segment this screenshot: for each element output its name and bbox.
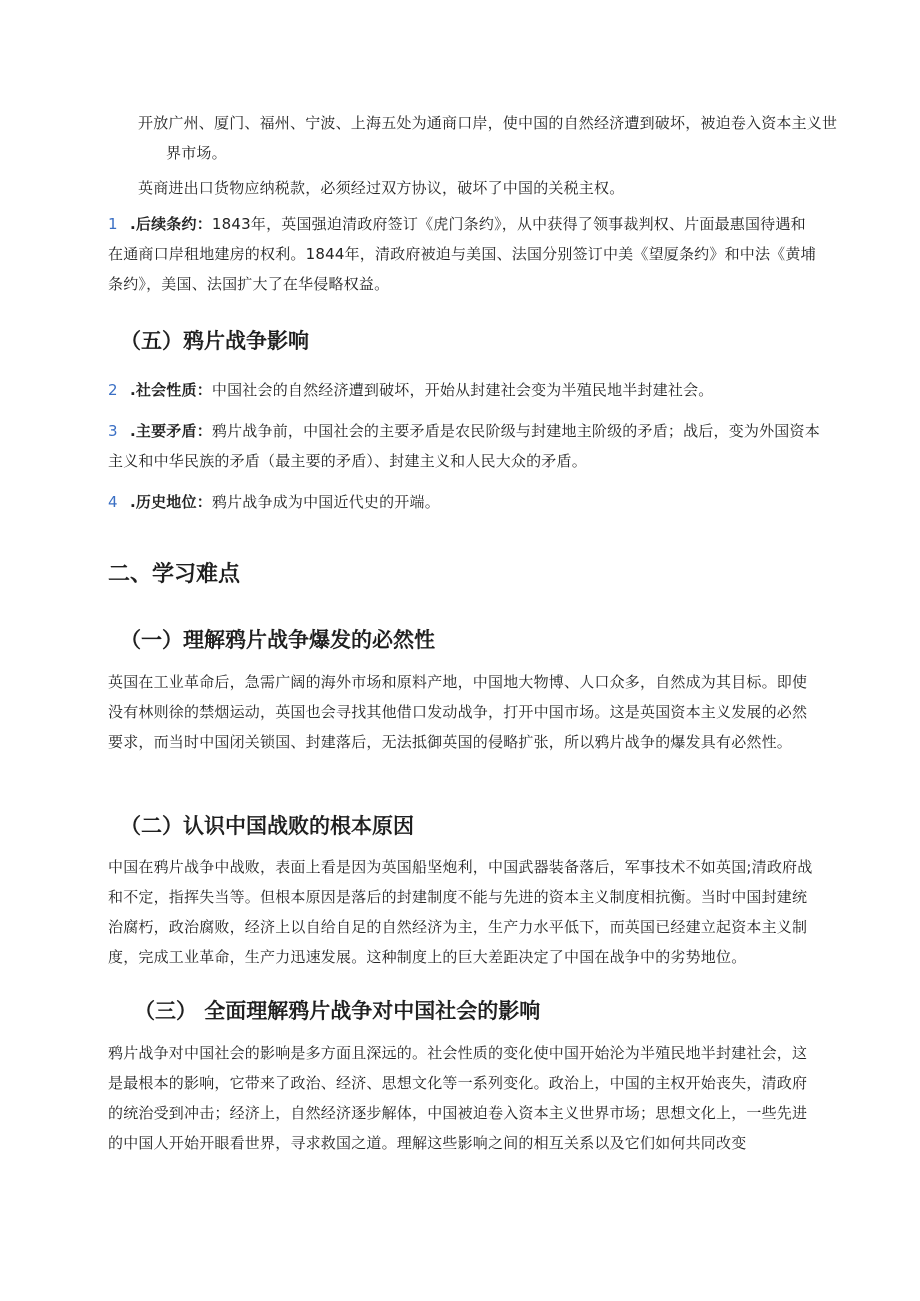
item-label: .社会性质：: [130, 381, 212, 399]
list-number: 4: [108, 493, 118, 511]
item-label: .历史地位：: [130, 493, 212, 511]
ports-text: 开放广州、厦门、福州、宁波、上海五处为通商口岸，使中国的自然经济遭到破坏，被迫卷入资本主义世界市场。: [138, 114, 838, 162]
list-number: 3: [108, 422, 118, 440]
paragraph-impact: 鸦片战争对中国社会的影响是多方面且深远的。社会性质的变化使中国开始沦为半殖民地半封建社会，这是最根本的影响，它带来了政治、经济、思想文化等一系列变化。政治上，中国的主权开始丧失，清政府的统治受到冲击；经济上，自然经济逐步解体，中国被迫卷入资本主义世界市场；思想文化上，一些先进的中国人开始开眼看世界，寻求救国之道。理解这些影响之间的相互关系以及它们如何共同改变: [108, 1044, 808, 1152]
section-heading-5: （五）鸦片战争影响: [120, 329, 309, 353]
tariff-text: 英商进出口货物应纳税款，必须经过双方协议，破坏了中国的关税主权。: [138, 179, 625, 197]
list-item-main-contradiction: [108, 416, 820, 476]
item-text: 鸦片战争前，中国社会的主要矛盾是农民阶级与封建地主阶级的矛盾；战后，变为外国资本主义和中华民族的矛盾（最主要的矛盾）、封建主义和人民大众的矛盾。: [108, 422, 820, 470]
paragraph-ports: [138, 108, 846, 168]
treaties-label: .后续条约：: [130, 215, 212, 233]
paragraph-inevitability: 英国在工业革命后，急需广阔的海外市场和原料产地，中国地大物博、人口众多，自然成为其目标。即使没有林则徐的禁烟运动，英国也会寻找其他借口发动战争，打开中国市场。这是英国资本主义发展的必然要求，而当时中国闭关锁国、封建落后，无法抵御英国的侵略扩张，所以鸦片战争的爆发具有必然性。: [108, 673, 808, 751]
paragraph-defeat-cause: 中国在鸦片战争中战败，表面上看是因为英国船坚炮利，中国武器装备落后，军事技术不如英国;清政府战和不定，指挥失当等。但根本原因是落后的封建制度不能与先进的资本主义制度相抗衡。当时中国封建统治腐朽，政治腐败，经济上以自给自足的自然经济为主，生产力水平低下，而英国已经建立起资本主义制度，完成工业革命，生产力迅速发展。这种制度上的巨大差距决定了中国在战争中的劣势地位。: [108, 858, 813, 966]
section-heading-3: （三） 全面理解鸦片战争对中国社会的影响: [134, 999, 541, 1023]
section-heading-2: （二）认识中国战败的根本原因: [120, 814, 414, 838]
item-text: 中国社会的自然经济遭到破坏，开始从封建社会变为半殖民地半封建社会。: [211, 381, 714, 399]
part-heading-difficulties: 二、学习难点: [108, 562, 241, 587]
treaties-text: 1843年，英国强迫清政府签订《虎门条约》，从中获得了领事裁判权、片面最惠国待遇和在通商口岸租地建房的权利。1844年，清政府被迫与美国、法国分别签订中美《望厦条约》和中法《黄埔条约》，美国、法国扩大了在华侵略权益。: [108, 215, 816, 293]
section-heading-1: （一）理解鸦片战争爆发的必然性: [120, 628, 435, 652]
paragraph-tariff: [138, 173, 818, 203]
item-label: .主要矛盾：: [130, 422, 212, 440]
paragraph-treaties: [108, 209, 820, 299]
list-item-social-nature: [108, 375, 820, 405]
list-number: 1: [108, 215, 118, 233]
list-number: 2: [108, 381, 118, 399]
item-text: 鸦片战争成为中国近代史的开端。: [211, 493, 440, 511]
list-item-historical-status: [108, 487, 820, 517]
